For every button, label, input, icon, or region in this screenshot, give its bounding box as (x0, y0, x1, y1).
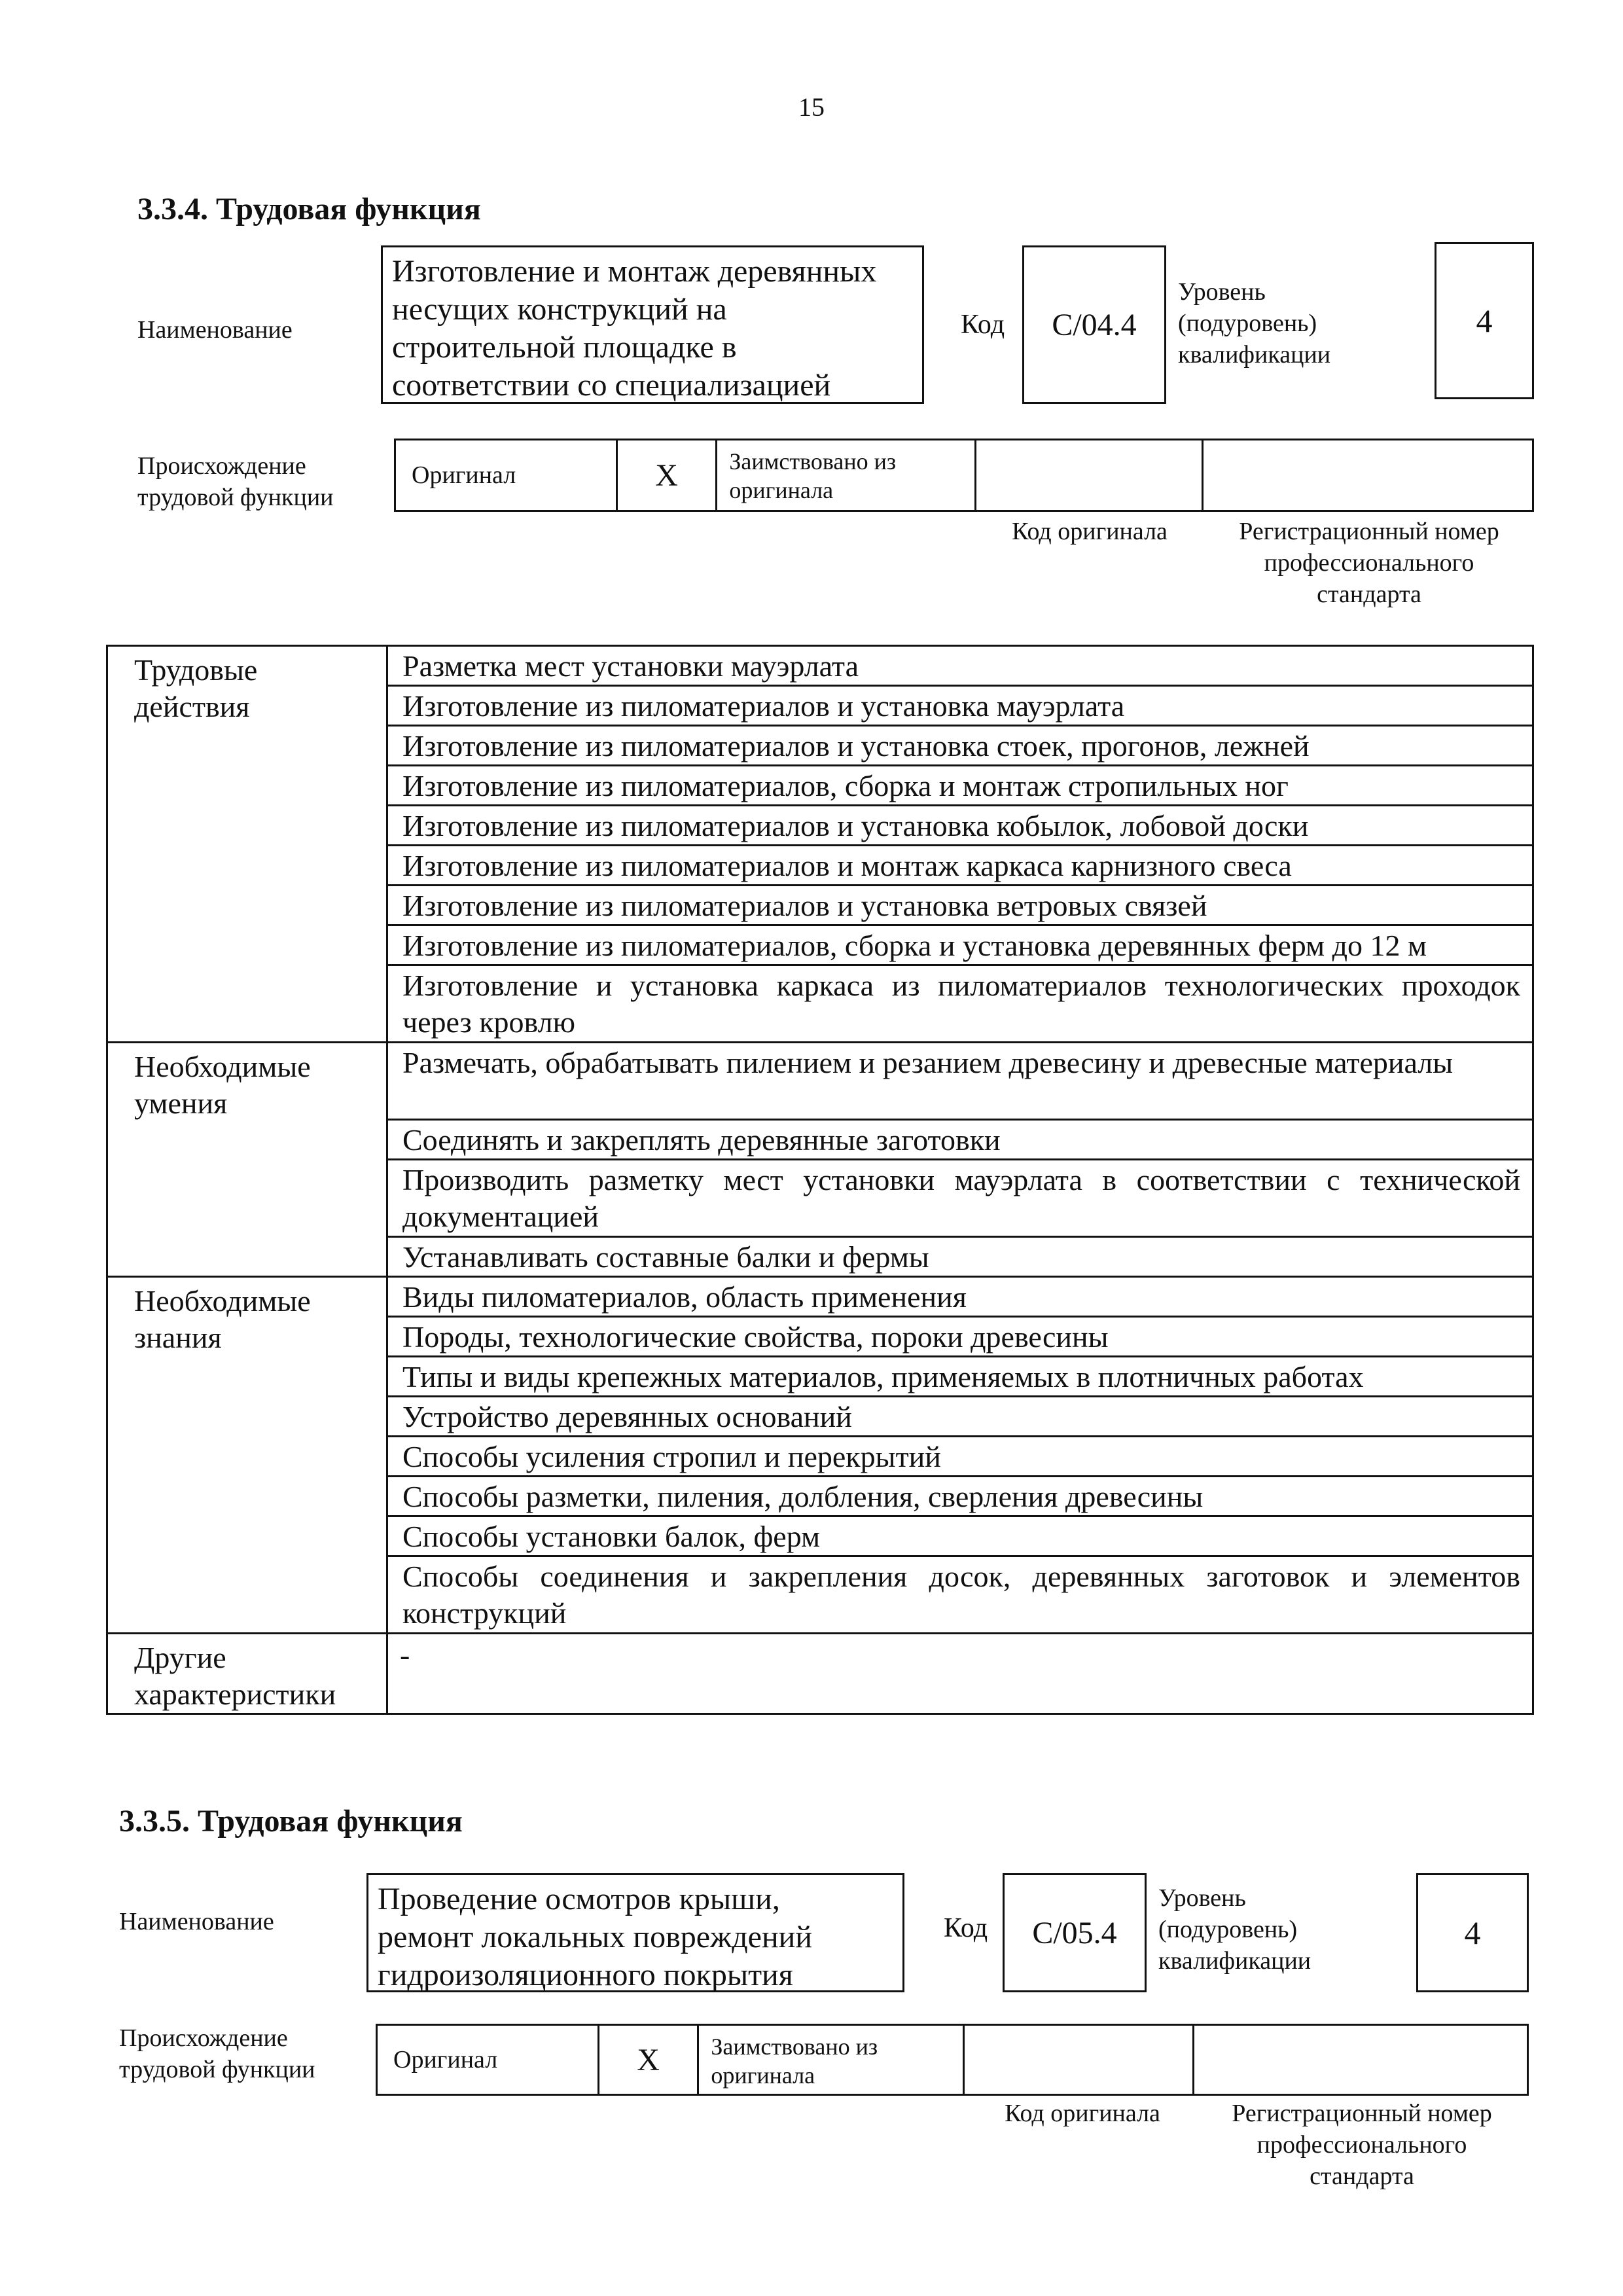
labor-function-table (106, 645, 1534, 1715)
function-name-line: несущих конструкций на (392, 292, 727, 327)
knowledge-item: Способы установки балок, ферм (387, 1516, 1533, 1556)
reg-number-label-335 (1195, 2098, 1529, 2192)
reg-number-label-line: стандарта (1317, 581, 1421, 608)
level-label-line: Уровень (1178, 278, 1266, 306)
section-title-335: 3.3.5. Трудовая функция (119, 1804, 463, 1839)
section-title-334: 3.3.4. Трудовая функция (137, 192, 481, 226)
name-label-334: Наименование (137, 316, 293, 344)
reg-number-label-line: Регистрационный номер (1232, 2100, 1492, 2127)
level-label-334 (1178, 276, 1330, 370)
reg-number-label-line: стандарта (1310, 2162, 1414, 2190)
labor-action-item: Изготовление из пиломатериалов и установка ветровых связей (387, 886, 1533, 925)
labor-action-item: Изготовление из пиломатериалов и установка стоек, прогонов, лежней (387, 726, 1533, 766)
function-name-line: ремонт локальных повреждений (378, 1920, 813, 1954)
level-label-line: квалификации (1158, 1947, 1311, 1975)
function-name-line: гидроизоляционного покрытия (378, 1958, 793, 1992)
function-name-line: строительной площадке в (392, 330, 737, 365)
labor-action-item: Изготовление и установка каркаса из пиломатериалов технологических проходок через кровлю (387, 965, 1533, 1043)
function-name-line: соответствии со специализацией (392, 368, 831, 403)
skill-item: Размечать, обрабатывать пилением и резанием древесину и древесные материалы (387, 1043, 1533, 1120)
origin-label-line: трудовой функции (119, 2056, 315, 2083)
table-row (107, 1277, 1533, 1317)
origin-borrowed-line: Заимствовано из (729, 448, 897, 475)
knowledge-item: Способы усиления стропил и перекрытий (387, 1437, 1533, 1477)
category-label-line: знания (134, 1321, 222, 1354)
skill-item: Соединять и закреплять деревянные заготовки (387, 1120, 1533, 1160)
function-name-box-335 (366, 1873, 904, 1992)
skill-item: Производить разметку мест установки мауэрлата в соответствии с технической документацией (387, 1160, 1533, 1237)
origin-mark-cell: X (637, 2042, 660, 2077)
reg-number-cell (1204, 440, 1532, 510)
other-value: - (387, 1634, 1533, 1714)
code-box-335: С/05.4 (1003, 1873, 1147, 1992)
origin-borrowed-cell (715, 440, 976, 510)
origin-mark-cell: X (655, 457, 678, 493)
knowledge-item: Способы соединения и закрепления досок, деревянных заготовок и элементов конструкций (387, 1556, 1533, 1634)
origin-borrowed-line: оригинала (729, 477, 834, 503)
knowledge-item: Способы разметки, пиления, долбления, сверления древесины (387, 1477, 1533, 1516)
category-label-line: умения (134, 1086, 228, 1120)
table-row (107, 1634, 1533, 1714)
category-label-line: характеристики (134, 1677, 336, 1711)
function-name-line: Изготовление и монтаж деревянных (392, 254, 877, 289)
level-label-line: (подуровень) (1178, 310, 1317, 337)
knowledge-item: Породы, технологические свойства, пороки древесины (387, 1317, 1533, 1357)
reg-number-label-line: профессионального (1257, 2131, 1467, 2159)
level-box-335: 4 (1416, 1873, 1529, 1992)
knowledge-item: Виды пиломатериалов, область применения (387, 1277, 1533, 1317)
name-label-335: Наименование (119, 1908, 274, 1935)
labor-action-item: Изготовление из пиломатериалов и монтаж каркаса карнизного свеса (387, 846, 1533, 886)
reg-number-cell (1194, 2026, 1527, 2094)
origin-label-line: Происхождение (137, 452, 306, 480)
code-label-335: Код (944, 1913, 988, 1943)
category-label-line: Другие (134, 1641, 226, 1674)
code-box-334: С/04.4 (1022, 245, 1166, 404)
labor-action-item: Изготовление из пиломатериалов, сборка и монтаж стропильных ног (387, 766, 1533, 806)
code-original-label-334: Код оригинала (1012, 518, 1168, 545)
origin-borrowed-line: оригинала (711, 2062, 815, 2089)
category-label-line: Необходимые (134, 1050, 311, 1083)
category-label-line: Трудовые (134, 653, 258, 687)
origin-label-line: Происхождение (119, 2024, 288, 2052)
function-name-box-334 (381, 245, 924, 404)
function-name-line: Проведение осмотров крыши, (378, 1882, 780, 1916)
origin-label-334 (137, 450, 334, 513)
table-row (107, 1043, 1533, 1120)
labor-action-item: Изготовление из пиломатериалов и установка мауэрлата (387, 686, 1533, 726)
original-code-cell (965, 2026, 1194, 2094)
page-number: 15 (798, 92, 825, 122)
labor-actions-label (107, 646, 387, 1043)
reg-number-label-line: Регистрационный номер (1239, 518, 1499, 545)
labor-action-item: Разметка мест установки мауэрлата (387, 646, 1533, 686)
origin-original-cell: Оригинал (378, 2026, 599, 2094)
skill-item: Устанавливать составные балки и фермы (387, 1237, 1533, 1277)
knowledge-item: Устройство деревянных оснований (387, 1397, 1533, 1437)
reg-number-label-line: профессионального (1264, 549, 1474, 577)
code-original-label-335: Код оригинала (1005, 2100, 1160, 2127)
origin-borrowed-cell (697, 2026, 965, 2094)
level-label-line: квалификации (1178, 341, 1331, 368)
reg-number-label-334 (1204, 516, 1534, 610)
knowledge-label (107, 1277, 387, 1634)
knowledge-item: Типы и виды крепежных материалов, применяемых в плотничных работах (387, 1357, 1533, 1397)
level-label-335 (1158, 1882, 1311, 1977)
origin-row-335 (376, 2024, 1529, 2096)
level-label-line: Уровень (1158, 1884, 1246, 1912)
code-label-334: Код (961, 310, 1005, 340)
category-label-line: Необходимые (134, 1284, 311, 1318)
level-box-334: 4 (1435, 242, 1534, 399)
category-label-line: действия (134, 690, 250, 723)
level-label-line: (подуровень) (1158, 1916, 1298, 1943)
other-label (107, 1634, 387, 1714)
labor-action-item: Изготовление из пиломатериалов, сборка и установка деревянных ферм до 12 м (387, 925, 1533, 965)
table-row (107, 646, 1533, 686)
origin-label-line: трудовой функции (137, 484, 334, 511)
origin-label-335 (119, 2022, 315, 2085)
labor-action-item: Изготовление из пиломатериалов и установка кобылок, лобовой доски (387, 806, 1533, 846)
original-code-cell (976, 440, 1204, 510)
origin-borrowed-line: Заимствовано из (711, 2034, 878, 2060)
origin-original-cell: Оригинал (396, 440, 618, 510)
origin-row-334 (394, 439, 1534, 512)
skills-label (107, 1043, 387, 1277)
